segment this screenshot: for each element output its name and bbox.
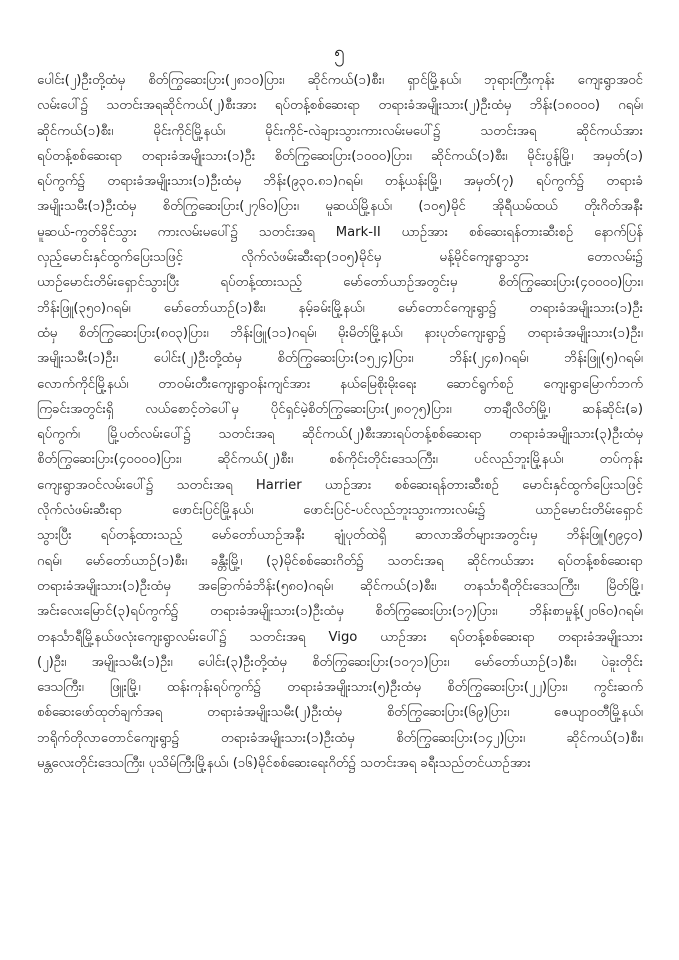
text-line: အမျိုးသမီး(၁)ဦးထံမှ စိတ်ကြွဆေးပြား(၂၇၆၀)ပြား၊ မူဆယ်မြို့နယ်၊ (၁၀၅)မိုင် အိုရီယမ်ထယ် တိုးဂိတ်အနီး — [37, 199, 643, 215]
text-line: တနင်္သာရီမြို့နယ်ဖလုံးကျေးရွာလမ်းပေါ်၌ သတင်းအရ Vigo ယာဉ်အား ရပ်တန့်စစ်ဆေးရာ တရားခံအမျိုးသား — [37, 629, 643, 645]
text-line: ရပ်ကွက်၌ တရားခံအမျိုးသား(၁)ဦးထံမှ ဘိန်း(၉၃၀.၈၁)ဂရမ်၊ တန့်ယန်းမြို့၊ အမှတ်(၇) ရပ်ကွက်၌ တရားခံ — [37, 174, 643, 190]
text-line: ဘရိုက်တိုလာတောင်ကျေးရွာ၌ တရားခံအမျိုးသား(၁)ဦးထံမှ စိတ်ကြွဆေးပြား(၁၄၂)ပြား၊ ဆိုင်ကယ်(၁)စီး၊ — [37, 730, 643, 746]
text-line: စစ်ဆေးဖော်ထုတ်ချက်အရ တရားခံအမျိုးသမီး(၂)ဦးထံမှ စိတ်ကြွဆေးပြား(၆၉)ပြား၊ ဇေယျာဝတီမြို့နယ်၊ — [37, 705, 643, 721]
text-line: လှည့်မောင်းနှင်ထွက်ပြေးသဖြင့် လိုက်လံဖမ်းဆီးရာ(၁၀၅)မိုင်မှ မန့်မိုင်ကျေးရွာသွား တောလမ်း၌ — [37, 250, 643, 266]
text-line: ပေါင်း(၂)ဦးတို့ထံမှ စိတ်ကြွဆေးပြား(၂၈၁၀)ပြား၊ ဆိုင်ကယ်(၁)စီး၊ ရှာင်မြို့နယ်၊ ဘုရားကြီးကုန်း ကျေးရွာအဝင် — [37, 73, 643, 88]
text-line: လောက်ကိုင်မြို့နယ်၊ တာဝမ်းတီးကျေးရွာဝန်းကျင်အား နယ်မြေစိုးမိုးရေး ဆောင်ရွက်စဉ် ကျေးရွာမြောက်ဘက် — [37, 376, 643, 392]
text-line: ရပ်ကွက်၊ မြို့ပတ်လမ်းပေါ်၌ သတင်းအရ ဆိုင်ကယ်(၂)စီးအားရပ်တန့်စစ်ဆေးရာ တရားခံအမျိုးသား(၃)ဦးထံမှ — [37, 427, 643, 443]
body-paragraph — [37, 68, 643, 948]
text-line: ကြခင်းအတွင်းရှိ လယ်စောင့်တဲပေါ်မှ ပိုင်ရှင်မဲ့စိတ်ကြွဆေးပြား(၂၈၀၇၅)ပြား၊ တာချီလိတ်မြို့၊ ဆန်ဆိုင်း(ခ) — [37, 401, 643, 417]
text-line: လမ်းပေါ်၌ သတင်းအရဆိုင်ကယ်(၂)စီးအား ရပ်တန့်စစ်ဆေးရာ တရားခံအမျိုးသား(၂)ဦးထံမှ ဘိန်း(၁၈၀၀၀) ဂရမ်၊ — [37, 98, 643, 114]
text-line: ကျေးရွာအဝင်လမ်းပေါ်၌ သတင်းအရ Harrier ယာဉ်အား စစ်ဆေးရန်တားဆီးစဉ် မောင်းနှင်ထွက်ပြေးသဖြင့် — [37, 477, 643, 493]
text-line: (၂)ဦး၊ အမျိုးသမီး(၁)ဦး၊ ပေါင်း(၃)ဦးတို့ထံမှ စိတ်ကြွဆေးပြား(၁၀၇၁)ပြား၊ မော်တော်ယာဉ်(၁)စီး၊ ပဲခူးတိုင်း — [37, 654, 643, 670]
text-line: ဂရမ်၊ မော်တော်ယာဉ်(၁)စီး၊ ခန္တီးမြို့၊ (၃)မိုင်စစ်ဆေးဂိတ်၌ သတင်းအရ ဆိုင်ကယ်အား ရပ်တန့်စစ်ဆေးရာ — [37, 553, 643, 569]
text-line: ရပ်တန့်စစ်ဆေးရာ တရားခံအမျိုးသား(၁)ဦး စိတ်ကြွဆေးပြား(၁၀၀၀)ပြား၊ ဆိုင်ကယ်(၁)စီး၊ မိုင်းပွန်မြို့၊ အမှတ်(၁) — [37, 148, 643, 164]
text-line: မန္တလေးတိုင်းဒေသကြီး၊ ပုသိမ်ကြီးမြို့နယ်၊ (၁၆)မိုင်စစ်ဆေးရေးဂိတ်၌ သတင်းအရ ခရီးသည်တင်ယာဉ်အား — [37, 756, 531, 772]
text-line: မူဆယ်-ကွတ်ခိုင်သွား ကားလမ်းမပေါ်၌ သတင်းအရ Mark-II ယာဉ်အား စစ်ဆေးရန်တားဆီးစဉ် နောက်ပြန် — [37, 224, 643, 240]
text-line: အင်းလေးမြောင်(၃)ရပ်ကွက်၌ တရားခံအမျိုးသား(၁)ဦးထံမှ စိတ်ကြွဆေးပြား(၁၇)ပြား၊ ဘိန်းစာမှုန့်(၂၀၆၀)ဂရမ်၊ — [37, 604, 643, 620]
text-line: တရားခံအမျိုးသား(၁)ဦးထံမှ အခြောက်ခံဘိန်း(၅၈၀)ဂရမ်၊ ဆိုင်ကယ်(၁)စီး၊ တနင်္သာရီတိုင်းဒေသကြီး၊ မြိတ်မြို့၊ — [37, 578, 643, 594]
text-line: ယာဉ်မောင်းတိမ်းရှောင်သွားပြီး ရပ်တန့်ထားသည့် မော်တော်ယာဉ်အတွင်းမှ စိတ်ကြွဆေးပြား(၄၀၀၀၀)ပြား၊ — [37, 275, 643, 291]
text-line: ဘိန်းဖြူ(၃၅၀)ဂရမ်၊ မော်တော်ယာဉ်(၁)စီး၊ နမ့်ခမ်းမြို့နယ်၊ မော်တောင်ကျေးရွာ၌ တရားခံအမျိုးသား(၁)ဦး — [37, 300, 643, 316]
page-number: ၅ — [334, 41, 345, 63]
text-line: ဆိုင်ကယ်(၁)စီး၊ မိုင်းကိုင်မြို့နယ်၊ မိုင်းကိုင်-လဲချားသွားကားလမ်းမပေါ်၌ သတင်းအရ ဆိုင်ကယ်အား — [37, 123, 643, 139]
text-line: ဒေသကြီး၊ ဖြူးမြို့၊ ထန်းကုန်းရပ်ကွက်၌ တရားခံအမျိုးသား(၅)ဦးထံမှ စိတ်ကြွဆေးပြား(၂၂)ပြား၊ ကွင်းဆက် — [37, 680, 643, 696]
text-line: သွားပြီး ရပ်တန့်ထားသည့် မော်တော်ယာဉ်အနီး ချုံပုတ်ထဲရှိ ဆာလာအိတ်များအတွင်းမှ ဘိန်းဖြူ(၅၉၄၀) — [37, 528, 643, 544]
text-line: အမျိုးသမီး(၁)ဦး၊ ပေါင်း(၂)ဦးတို့ထံမှ စိတ်ကြွဆေးပြား(၁၅၂၄)ပြား၊ ဘိန်း(၂၄၈)ဂရမ်၊ ဘိန်းဖြူ(၅)ဂရမ်၊ — [37, 351, 643, 367]
text-line: လိုက်လံဖမ်းဆီးရာ ဖောင်းပြင်မြို့နယ်၊ ဖောင်းပြင်-ပင်လည်ဘူးသွားကားလမ်း၌ ယာဉ်မောင်းတိမ်းရှောင် — [37, 503, 643, 519]
text-line: စိတ်ကြွဆေးပြား(၄၀၀၀၀)ပြား၊ ဆိုင်ကယ်(၂)စီး၊ စစ်ကိုင်းတိုင်းဒေသကြီး၊ ပင်လည်ဘူးမြို့နယ်၊ တပ်ကုန်း — [37, 452, 643, 468]
text-line: ထံမှ စိတ်ကြွဆေးပြား(၈၀၃)ပြား၊ ဘိန်းဖြူ(၁၁)ဂရမ်၊ မိုးမိတ်မြို့နယ်၊ နားပုတ်ကျေးရွာ၌ တရားခံအမျိုးသား(၁)ဦး၊ — [37, 325, 643, 341]
